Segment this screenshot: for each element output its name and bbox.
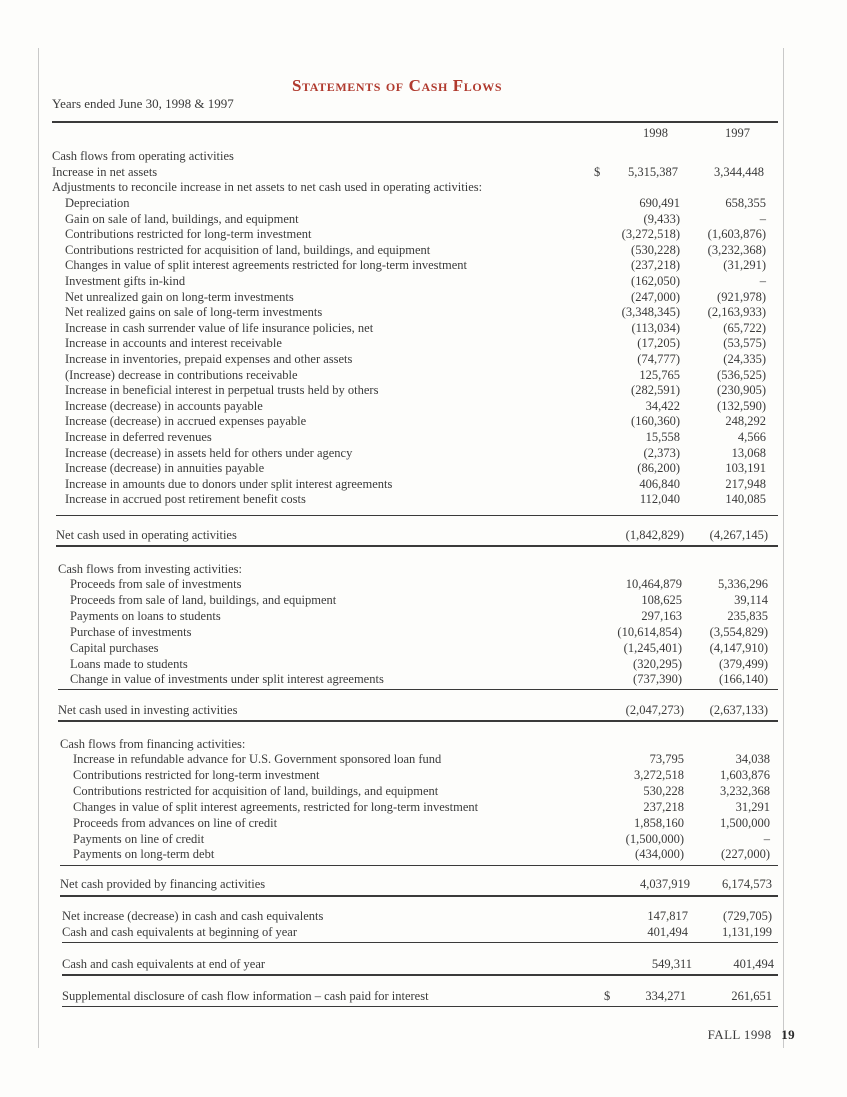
table-row — [0, 671, 847, 687]
row-label: Supplemental disclosure of cash flow information – cash paid for interest — [62, 989, 429, 1003]
value-1997: 1,131,199 — [722, 925, 772, 939]
value-1998: 297,163 — [641, 608, 682, 623]
value-1997: (65,722) — [723, 320, 766, 335]
section-header-financing: Cash flows from financing activities: — [60, 737, 246, 751]
table-row — [0, 335, 847, 351]
row-label: Contributions restricted for long-term investment — [65, 227, 312, 242]
value-1998: (247,000) — [631, 289, 680, 304]
value-1997: 31,291 — [735, 799, 770, 814]
value-1998: (74,777) — [637, 352, 680, 366]
value-1998: 112,040 — [639, 492, 680, 507]
row-label: Net realized gains on sale of long-term investments — [65, 305, 323, 320]
value-1997: – — [763, 831, 770, 846]
investing-items-rule — [58, 689, 778, 690]
value-1997: (729,705) — [723, 909, 772, 923]
value-1997: 1,500,000 — [720, 815, 770, 830]
value-1998: (10,614,854) — [617, 624, 682, 639]
row-label: Change in value of investments under split interest agreements — [70, 672, 384, 687]
table-row — [0, 257, 847, 273]
row-label: Net unrealized gain on long-term investments — [65, 289, 294, 304]
section-header-operating: Cash flows from operating activities — [52, 149, 234, 163]
value-1998: (320,295) — [633, 656, 682, 671]
value-1998: (3,348,345) — [621, 305, 680, 320]
value-1997: (379,499) — [719, 656, 768, 671]
page-title: Statements of Cash Flows — [292, 76, 503, 95]
value-1997: 1,603,876 — [720, 767, 770, 782]
table-row — [0, 491, 847, 507]
value-1998: (86,200) — [637, 461, 680, 476]
row-label: Increase (decrease) in assets held for others under agency — [65, 445, 353, 460]
header-rule — [52, 121, 778, 123]
row-net-change — [0, 908, 847, 924]
financing-items-rule — [60, 865, 778, 866]
row-label: Purchase of investments — [70, 624, 192, 639]
value-1997: (536,525) — [717, 367, 766, 382]
value-1998: 34,422 — [645, 398, 680, 413]
value-1998: 147,817 — [647, 909, 688, 923]
value-1998: 549,311 — [651, 957, 692, 971]
ending-rule — [62, 974, 778, 976]
value-1998: (113,034) — [631, 320, 680, 335]
column-header-1998: 1998 — [643, 126, 668, 140]
value-1998: (2,047,273) — [625, 703, 684, 717]
table-row — [0, 640, 847, 656]
value-1997: (3,232,368) — [707, 242, 766, 257]
row-label: Changes in value of split interest agreements, restricted for long-term investment — [73, 799, 479, 814]
value-1997: 3,232,368 — [720, 783, 770, 798]
row-increase-net-assets — [0, 164, 847, 180]
row-label: Capital purchases — [70, 640, 159, 655]
value-1998: (17,205) — [637, 336, 680, 351]
table-row — [0, 273, 847, 289]
row-total-operating — [0, 527, 847, 543]
beginning-rule — [62, 942, 778, 943]
value-1998: 406,840 — [639, 476, 680, 491]
row-label: Gain on sale of land, buildings, and equipment — [65, 211, 299, 226]
value-1998: 237,218 — [643, 799, 684, 814]
table-row — [0, 195, 847, 211]
row-label: Payments on loans to students — [70, 608, 221, 623]
value-1998: (3,272,518) — [621, 227, 680, 242]
dollar-sign: $ — [594, 165, 601, 179]
value-1997: (166,140) — [719, 672, 768, 687]
value-1997: (2,637,133) — [709, 703, 768, 717]
table-row — [0, 751, 847, 767]
footer-issue: FALL 1998 — [707, 1027, 772, 1042]
value-1998: (1,500,000) — [625, 831, 684, 846]
table-row — [0, 289, 847, 305]
value-1997: 217,948 — [725, 476, 766, 491]
row-beginning-cash — [0, 924, 847, 940]
row-label: (Increase) decrease in contributions receivable — [65, 367, 298, 382]
row-total-financing — [0, 876, 847, 892]
row-label: Payments on long-term debt — [73, 847, 215, 862]
table-row — [0, 783, 847, 799]
value-1997: (132,590) — [717, 398, 766, 413]
table-row — [0, 476, 847, 492]
value-1998: 1,858,160 — [634, 815, 684, 830]
value-1998: (237,218) — [631, 258, 680, 273]
value-1997: 5,336,296 — [718, 577, 768, 591]
value-1998: 10,464,879 — [625, 577, 682, 591]
value-1997: (921,978) — [717, 289, 766, 304]
value-1998: (282,591) — [631, 383, 680, 398]
value-1997: (2,163,933) — [707, 305, 766, 320]
row-label: Increase in accrued post retirement benefit costs — [65, 492, 306, 507]
row-label: Net increase (decrease) in cash and cash equivalents — [62, 909, 324, 923]
supplemental-rule — [62, 1006, 778, 1007]
value-1997: 34,038 — [735, 752, 770, 766]
row-label: Cash and cash equivalents at beginning of year — [62, 925, 297, 939]
table-row — [0, 846, 847, 862]
value-1997: 39,114 — [734, 592, 768, 607]
table-row — [0, 429, 847, 445]
table-row — [0, 351, 847, 367]
value-1997: (227,000) — [721, 847, 770, 862]
value-1998: (9,433) — [643, 211, 680, 226]
table-row — [0, 382, 847, 398]
row-label: Increase (decrease) in accounts payable — [65, 398, 263, 413]
table-row — [0, 656, 847, 672]
page-footer — [708, 1027, 795, 1043]
row-label: Contributions restricted for acquisition of land, buildings, and equipment — [73, 783, 439, 798]
value-1997: 261,651 — [731, 989, 772, 1003]
table-row — [0, 242, 847, 258]
row-label: Payments on line of credit — [73, 831, 205, 846]
row-label: Increase in refundable advance for U.S. Government sponsored loan fund — [73, 752, 442, 766]
row-label: Increase in net assets — [52, 165, 158, 179]
value-1997: 3,344,448 — [714, 165, 764, 179]
row-label: Increase in deferred revenues — [65, 430, 212, 444]
row-label: Increase in amounts due to donors under split interest agreements — [65, 476, 393, 491]
value-1997: 4,566 — [737, 430, 766, 444]
table-row — [0, 831, 847, 847]
row-label: Proceeds from advances on line of credit — [73, 815, 278, 830]
dollar-sign: $ — [604, 989, 611, 1003]
row-label: Increase in beneficial interest in perpetual trusts held by others — [65, 383, 379, 398]
table-row — [0, 211, 847, 227]
row-label: Changes in value of split interest agreements restricted for long-term investment — [65, 258, 467, 273]
investing-total-rule — [58, 720, 778, 722]
value-1997: (31,291) — [723, 258, 766, 273]
value-1997: (230,905) — [717, 383, 766, 398]
value-1997: – — [759, 274, 766, 288]
page-number: 19 — [781, 1027, 795, 1042]
row-supplemental — [0, 988, 847, 1004]
table-row — [0, 767, 847, 783]
value-1998: 108,625 — [641, 592, 682, 607]
row-label: Increase in accounts and interest receivable — [65, 336, 282, 351]
value-1997: 658,355 — [725, 196, 766, 210]
table-row — [0, 398, 847, 414]
row-label: Cash and cash equivalents at end of year — [62, 957, 266, 971]
table-row — [0, 799, 847, 815]
value-1997: (4,147,910) — [709, 640, 768, 655]
value-1998: 15,558 — [645, 430, 680, 444]
value-1998: 5,315,387 — [628, 165, 678, 179]
row-label: Increase (decrease) in accrued expenses payable — [65, 414, 307, 429]
table-row — [0, 576, 847, 592]
operating-total-rule — [56, 545, 778, 547]
table-row — [0, 815, 847, 831]
value-1998: 334,271 — [645, 989, 686, 1003]
row-label: Investment gifts in-kind — [65, 274, 186, 288]
value-1997: (3,554,829) — [709, 624, 768, 639]
row-label: Proceeds from sale of investments — [70, 577, 242, 591]
adjustments-label: Adjustments to reconcile increase in net assets to net cash used in operating activities: — [52, 180, 483, 194]
value-1998: (162,050) — [631, 274, 680, 288]
table-row — [0, 304, 847, 320]
value-1997: 13,068 — [731, 445, 766, 460]
row-ending-cash — [0, 956, 847, 972]
row-label: Net cash used in investing activities — [58, 703, 238, 717]
value-1997: (1,603,876) — [707, 227, 766, 242]
row-label: Increase in inventories, prepaid expenses and other assets — [65, 352, 353, 366]
value-1997: 103,191 — [725, 461, 766, 476]
value-1997: 248,292 — [725, 414, 766, 429]
row-label: Depreciation — [65, 196, 130, 210]
column-header-1997: 1997 — [725, 126, 750, 140]
row-label: Increase (decrease) in annuities payable — [65, 461, 265, 476]
value-1998: 401,494 — [647, 925, 688, 939]
value-1997: 235,835 — [727, 608, 768, 623]
operating-items-rule — [56, 515, 778, 516]
value-1998: 4,037,919 — [640, 877, 690, 891]
row-label: Contributions restricted for acquisition of land, buildings, and equipment — [65, 242, 431, 257]
value-1998: (2,373) — [643, 445, 680, 460]
value-1998: 690,491 — [639, 196, 680, 210]
value-1998: (434,000) — [635, 847, 684, 862]
row-label: Net cash used in operating activities — [56, 528, 237, 542]
value-1997: (24,335) — [723, 352, 766, 366]
row-label: Increase in cash surrender value of life insurance policies, net — [65, 320, 374, 335]
table-row — [0, 367, 847, 383]
value-1998: (1,245,401) — [623, 640, 682, 655]
table-row — [0, 445, 847, 461]
value-1997: (4,267,145) — [709, 528, 768, 542]
row-total-investing — [0, 702, 847, 718]
value-1998: (1,842,829) — [625, 528, 684, 542]
value-1998: 530,228 — [643, 783, 684, 798]
value-1998: 73,795 — [649, 752, 684, 766]
value-1997: 401,494 — [733, 957, 774, 971]
value-1997: – — [759, 211, 766, 226]
table-row — [0, 624, 847, 640]
table-row — [0, 460, 847, 476]
table-row — [0, 592, 847, 608]
value-1998: 3,272,518 — [634, 767, 684, 782]
row-label: Loans made to students — [70, 656, 188, 671]
row-label: Contributions restricted for long-term investment — [73, 767, 320, 782]
value-1998: (737,390) — [633, 672, 682, 687]
table-row — [0, 413, 847, 429]
value-1997: 6,174,573 — [722, 877, 772, 891]
table-row — [0, 608, 847, 624]
value-1998: 125,765 — [639, 367, 680, 382]
period-subtitle: Years ended June 30, 1998 & 1997 — [52, 96, 234, 111]
financing-total-rule — [60, 895, 778, 897]
value-1997: (53,575) — [723, 336, 766, 351]
value-1998: (160,360) — [631, 414, 680, 429]
row-label: Proceeds from sale of land, buildings, and equipment — [70, 592, 337, 607]
section-header-investing: Cash flows from investing activities: — [58, 562, 243, 576]
value-1998: (530,228) — [631, 242, 680, 257]
row-label: Net cash provided by financing activities — [60, 877, 266, 891]
table-row — [0, 320, 847, 336]
table-row — [0, 226, 847, 242]
value-1997: 140,085 — [725, 492, 766, 507]
